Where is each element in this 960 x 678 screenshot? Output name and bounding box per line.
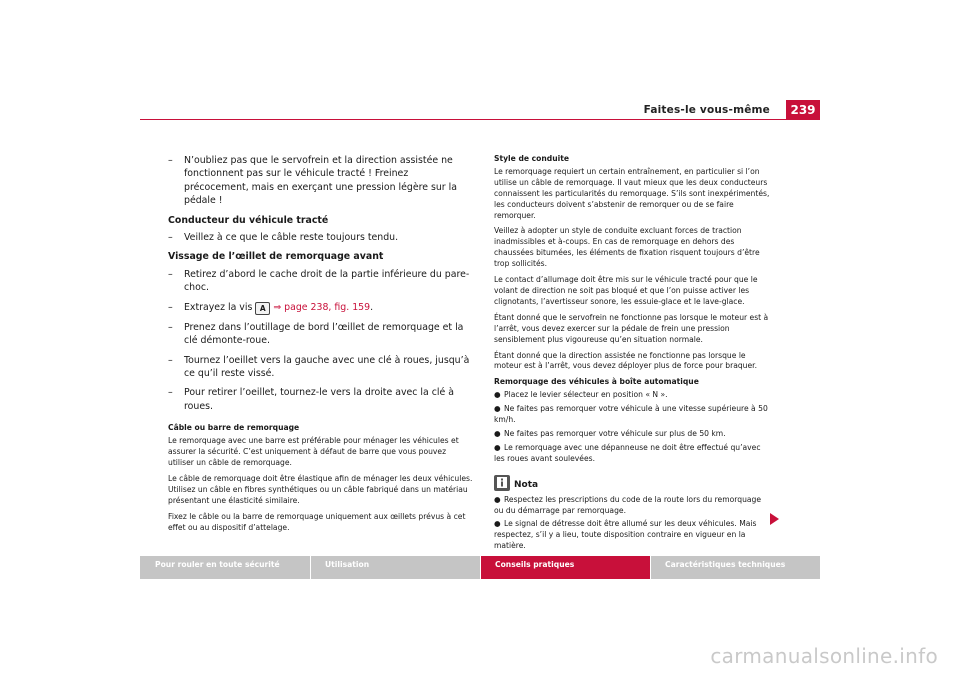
- tow-cable-section: [168, 423, 473, 533]
- automatic-towing-bullet: ● Ne faites pas remorquer votre véhicule sur plus de 50 km.: [494, 428, 726, 438]
- bullet-dot-icon: ●: [494, 404, 501, 414]
- continue-arrow-icon: [770, 513, 779, 525]
- bullet-dot-icon: ●: [494, 519, 501, 529]
- tab-safety[interactable]: Pour rouler en toute sécurité: [140, 556, 310, 579]
- watermark-text: carmanualsonline.info: [710, 644, 938, 668]
- header-divider: [140, 119, 820, 120]
- tow-eye-step-2-end: .: [370, 301, 374, 313]
- bullet-dot-icon: ●: [494, 442, 501, 452]
- automatic-towing-bullet: ● Ne faites pas remorquer votre véhicule à une vitesse supérieure à 50 km/h.: [494, 404, 768, 425]
- left-column: [168, 154, 473, 538]
- bullet-dot-icon: ●: [494, 390, 501, 400]
- tab-separator: [650, 556, 651, 579]
- screw-a-badge-icon: A: [255, 302, 270, 315]
- tow-eye-step-1: – Retirez d’abord le cache droit de la partie inférieure du pare-choc.: [168, 268, 473, 295]
- driving-style-heading: Style de conduite: [494, 154, 570, 163]
- note-bullet: ● Le signal de détresse doit être allumé sur les deux véhicules. Mais respectez, s’il y a lieu, toute disposition contraire en vigueur en la matière.: [494, 519, 757, 551]
- tab-separator: [480, 556, 481, 579]
- driving-style-paragraph: Étant donné que la direction assistée ne fonctionne pas lorsque le moteur est à l’arrêt, vous devez déployer plus de force pour braquer.: [494, 350, 757, 371]
- driving-style-paragraph: Veillez à adopter un style de conduite excluant forces de traction inadmissibles et à-coups. En cas de remorquage en dehors des chaussées bitumées, les éléments de fixation risquent toujours d’être trop sollicités.: [494, 226, 760, 269]
- watermark: [0, 644, 960, 668]
- driving-style-paragraph: Étant donné que le servofrein ne fonctionne pas lorsque le moteur est à l’arrêt, vous devez exercer sur la pédale de frein une pression sensiblement plus vigoureuse qu’en situation normale.: [494, 312, 769, 344]
- page-reference-link[interactable]: ⇒ page 238, fig. 159: [273, 301, 371, 313]
- tab-separator: [310, 556, 311, 579]
- towed-driver-item: – Veillez à ce que le câble reste toujours tendu.: [168, 231, 473, 244]
- section-heading-towed-driver: Conducteur du véhicule tracté: [168, 214, 329, 226]
- automatic-towing-heading: Remorquage des véhicules à boîte automatique: [494, 377, 699, 387]
- tow-cable-paragraph: Le remorquage avec une barre est préférable pour ménager les véhicules et assurer la sécurité. C’est uniquement à défaut de barre que vous pouvez utiliser un câble de remorquage.: [168, 436, 459, 468]
- note-header: [494, 475, 770, 491]
- section-heading-tow-eye: Vissage de l’œillet de remorquage avant: [168, 251, 384, 263]
- tow-eye-step-3: – Prenez dans l’outillage de bord l’œillet de remorquage et la clé démonte-roue.: [168, 321, 473, 348]
- bullet-dot-icon: ●: [494, 494, 501, 504]
- tow-eye-step-2-text: Extrayez la vis: [184, 301, 253, 313]
- driving-style-paragraph: Le remorquage requiert un certain entraînement, en particulier si l’on utilise un câble de remorquage. Il vaut mieux que les deux conducteurs connaissent les particularités du remorquage. S’ils sont inexpérimentés, les conducteurs doivent s’abstenir de remorquer ou de se faire remorquer.: [494, 166, 770, 220]
- tow-cable-paragraph: Le câble de remorquage doit être élastique afin de ménager les deux véhicules. Utilisez un câble en fibres synthétiques ou un câble fabriqué dans un matériau présentant une élasticité similaire.: [168, 473, 473, 505]
- automatic-towing-bullet: ● Le remorquage avec une dépanneuse ne doit être effectué qu’avec les roues avant soulevées.: [494, 442, 761, 463]
- tow-eye-step-2: [168, 301, 473, 315]
- left-main-text: [168, 154, 473, 413]
- page-header-title: Faites-le vous-même: [643, 104, 770, 116]
- bullet-dot-icon: ●: [494, 428, 501, 438]
- tab-technical-data[interactable]: Caractéristiques techniques: [650, 556, 820, 579]
- note-label: Nota: [514, 479, 539, 490]
- page-number-badge: 239: [786, 100, 820, 120]
- note-bullet: ● Respectez les prescriptions du code de la route lors du remorquage ou du démarrage par remorquage.: [494, 494, 762, 515]
- tab-practical-tips[interactable]: Conseils pratiques: [480, 556, 650, 579]
- tow-eye-step-5: – Pour retirer l’oeillet, tournez-le vers la droite avec la clé à roues.: [168, 386, 473, 413]
- intro-dash-item: – N’oubliez pas que le servofrein et la direction assistée ne fonctionnent pas sur le véhicule tracté ! Freinez précocement, mais en exerçant une pression légère sur la pédale !: [168, 154, 473, 208]
- tow-cable-paragraph: Fixez le câble ou la barre de remorquage uniquement aux œillets prévus à cet effet ou au dispositif d’attelage.: [168, 511, 466, 532]
- tab-operation[interactable]: Utilisation: [310, 556, 480, 579]
- tow-eye-step-4: – Tournez l’oeillet vers la gauche avec une clé à roues, jusqu’à ce qu’il reste vissé.: [168, 354, 473, 381]
- driving-style-paragraph: Le contact d’allumage doit être mis sur le véhicule tracté pour que le volant de direction ne soit pas bloqué et que l’on puisse activer les clignotants, l’avertisseur sonore, les essuie-glace et le lave-glace.: [494, 275, 758, 306]
- note-info-icon: [494, 475, 510, 491]
- tow-cable-heading: Câble ou barre de remorquage: [168, 423, 300, 433]
- automatic-towing-bullet: ● Placez le levier sélecteur en position « N ».: [494, 390, 668, 400]
- right-column: [494, 154, 770, 555]
